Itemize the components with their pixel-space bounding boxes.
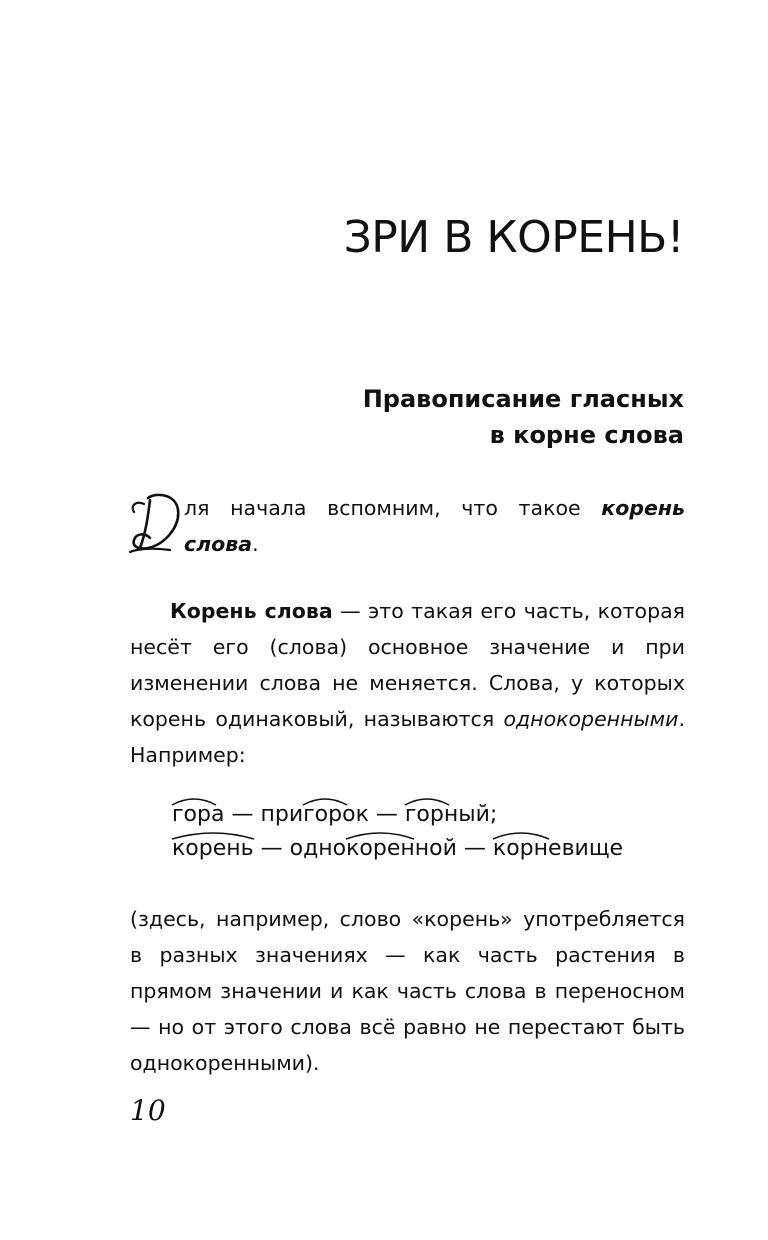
root-gorny: гор [405,798,444,832]
root-arc-icon [302,796,348,806]
chapter-title: ЗРИ В КОРЕНЬ! [343,212,684,263]
definition-italic: однокоренными [503,707,679,731]
definition-text-2: . Например: [130,707,685,767]
explanation-paragraph: (здесь, например, слово «корень» употребляется в разных значениях — как часть растения в прямом значении и как часть слова в переносном — но от этого слова всё равно не перестают быть однокоренными). [130,907,685,1075]
definition-term: Корень слова [170,599,333,623]
section-title-line-2: в корне слова [489,421,684,449]
root-koren: корень [172,832,254,866]
section-title [363,381,684,453]
drop-cap-d [126,490,182,554]
definition-text-1: — это такая его часть, которая несёт его (слова) основное значение и при изменении слова не меняется. Слова, у которых корень одинаковый, называются [130,599,685,731]
script-letter-d-icon [126,490,182,554]
example-line-2: корень — одно коренной — корневище [172,832,623,866]
root-arc-icon [171,796,217,806]
intro-term: корень слова [184,496,685,556]
page-number: 10 [130,1094,166,1127]
example-line-1: гора — при горок — горный; [172,798,623,832]
root-gora: гор [172,798,211,832]
root-kornevische: корн [493,832,548,866]
intro-text-1: ля начала вспомним, что такое [184,496,602,520]
root-prigorok: гор [303,798,342,832]
root-arc-icon [492,830,550,840]
root-arc-icon [171,830,255,840]
intro-text-2: . [252,532,259,556]
section-title-line-1: Правописание гласных [362,385,684,413]
root-arc-icon [345,830,415,840]
root-odnokorennoy: корен [346,832,415,866]
definition-paragraph [130,593,685,773]
intro-paragraph [130,490,685,562]
examples-block [172,798,623,866]
root-arc-icon [404,796,450,806]
